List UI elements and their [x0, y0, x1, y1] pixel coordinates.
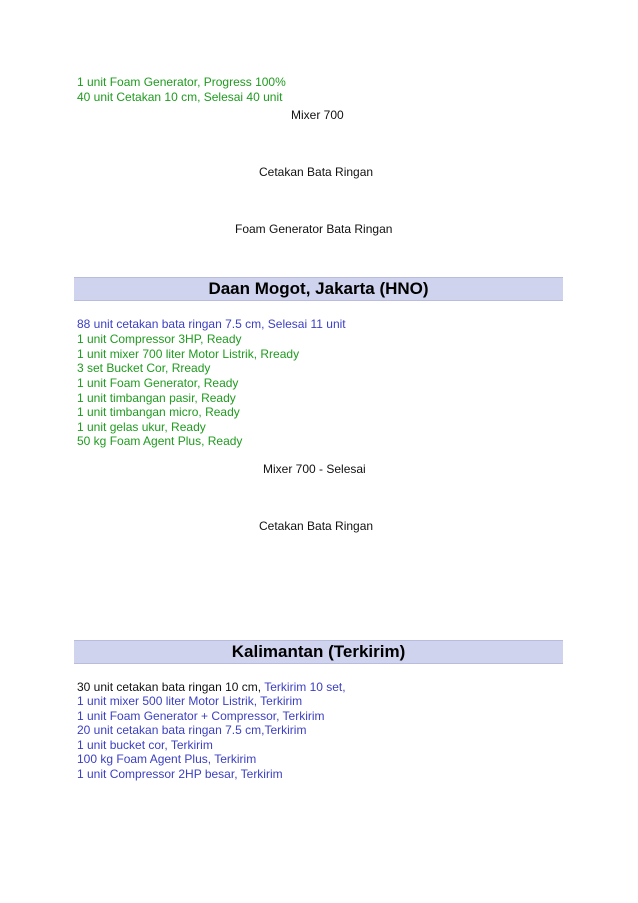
status-line: 1 unit Foam Generator, Ready — [77, 376, 239, 390]
status-line: 3 set Bucket Cor, Rready — [77, 361, 211, 375]
status-line-punctuation: , — [342, 680, 346, 694]
status-line-text: 30 unit cetakan bata ringan 10 cm, — [77, 680, 265, 694]
caption-cetakan-bata-ringan: Cetakan Bata Ringan — [259, 519, 374, 533]
caption-foam-generator: Foam Generator Bata Ringan — [235, 222, 393, 236]
section-heading-daan-mogot — [74, 277, 563, 301]
section-heading-text: Kalimantan (Terkirim) — [231, 642, 406, 661]
progress-line-cetakan: 40 unit Cetakan 10 cm, Selesai 40 unit — [77, 90, 283, 104]
status-line: 1 unit timbangan pasir, Ready — [77, 391, 236, 405]
caption-mixer-700: Mixer 700 — [291, 108, 344, 122]
status-line-highlight: Terkirim 10 set — [264, 680, 343, 694]
status-line: 88 unit cetakan bata ringan 7.5 cm, Selesai 11 unit — [77, 317, 346, 331]
status-line: 20 unit cetakan bata ringan 7.5 cm,Terkirim — [77, 723, 307, 737]
status-line: 50 kg Foam Agent Plus, Ready — [77, 434, 243, 448]
status-line: 1 unit Compressor 2HP besar, Terkirim — [77, 767, 283, 781]
status-line: 1 unit Compressor 3HP, Ready — [77, 332, 242, 346]
section-heading-kalimantan — [74, 640, 563, 664]
status-line: 1 unit gelas ukur, Ready — [77, 420, 206, 434]
status-line: 1 unit Foam Generator + Compressor, Terkirim — [77, 709, 325, 723]
caption-cetakan-bata-ringan: Cetakan Bata Ringan — [259, 165, 374, 179]
progress-line-foam-generator: 1 unit Foam Generator, Progress 100% — [77, 75, 286, 89]
status-line: 1 unit timbangan micro, Ready — [77, 405, 240, 419]
section-heading-text: Daan Mogot, Jakarta (HNO) — [208, 279, 429, 298]
status-line — [77, 680, 346, 694]
status-line: 1 unit mixer 500 liter Motor Listrik, Terkirim — [77, 694, 303, 708]
status-line: 100 kg Foam Agent Plus, Terkirim — [77, 752, 257, 766]
caption-mixer-700-selesai: Mixer 700 - Selesai — [263, 462, 366, 476]
status-line: 1 unit bucket cor, Terkirim — [77, 738, 213, 752]
status-line: 1 unit mixer 700 liter Motor Listrik, Rready — [77, 347, 300, 361]
